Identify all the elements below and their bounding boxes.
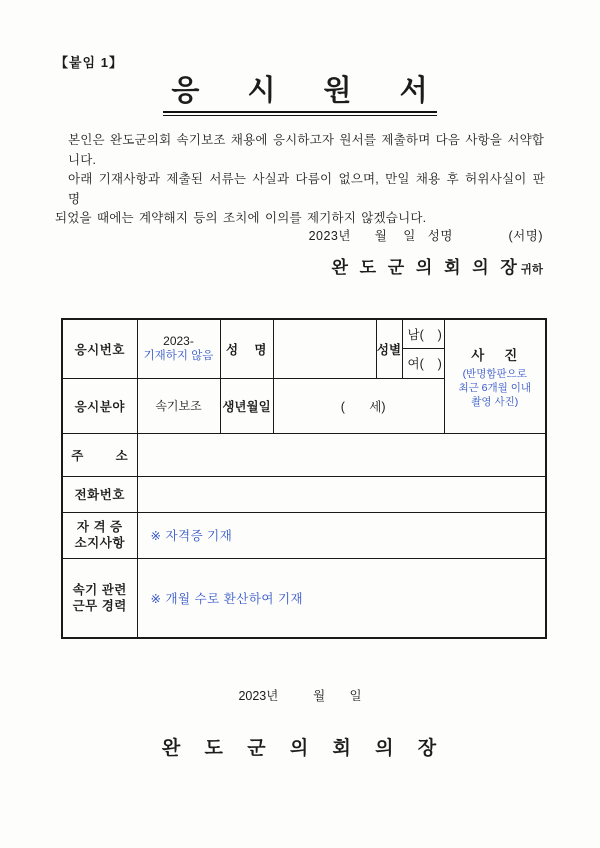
career-note-cell: ※ 개월 수로 환산하여 기재 — [137, 558, 546, 638]
recipient-name: 완 도 군 의 회 의 장 — [331, 258, 519, 277]
title-row — [0, 68, 600, 116]
birth-input-cell: ( 세) — [273, 378, 444, 433]
title-double-underline — [163, 68, 436, 116]
license-label-line: 소지사항 — [74, 536, 125, 550]
sign-date-line: 2023년 월 일 성명 (서명) — [308, 229, 543, 243]
career-label — [62, 558, 137, 638]
page-title: 응 시 원 서 — [163, 68, 436, 113]
apply-field-value: 속기보조 — [137, 378, 220, 433]
pledge-line: 되었을 때에는 계약해지 등의 조치에 이의를 제기하지 않겠습니다. — [55, 211, 427, 225]
footer-date: 2023년 월 일 — [238, 689, 362, 703]
recipient-line — [331, 253, 543, 278]
footer-signature: 완 도 군 의 회 의 장 — [161, 738, 439, 759]
name-label: 성 명 — [220, 319, 273, 378]
apply-field-label: 응시분야 — [62, 378, 137, 433]
pledge-paragraph — [55, 131, 545, 229]
photo-note — [445, 367, 546, 409]
gender-male-cell: 남( ) — [402, 319, 444, 348]
phone-label: 전화번호 — [62, 476, 137, 512]
photo-note-line: 최근 6개월 이내 — [458, 381, 532, 394]
exam-number-value: 2023- — [163, 333, 194, 348]
gender-female-cell: 여( ) — [402, 348, 444, 378]
license-label-line: 자 격 증 — [76, 520, 123, 534]
phone-input-cell — [137, 476, 546, 512]
attachment-label: 【붙임 1】 — [55, 55, 123, 70]
pledge-line: 아래 기재사항과 제출된 서류는 사실과 다름이 없으며, 만일 채용 후 허위사실이 판명 — [68, 172, 545, 206]
birth-label: 생년월일 — [220, 378, 273, 433]
address-label: 주 소 — [62, 433, 137, 476]
gender-label: 성별 — [376, 319, 402, 378]
exam-number-label: 응시번호 — [62, 319, 137, 378]
exam-number-cell — [137, 319, 220, 378]
license-note-cell: ※ 자격증 기재 — [137, 512, 546, 558]
application-table — [61, 318, 547, 639]
license-label — [62, 512, 137, 558]
pledge-line: 본인은 완도군의회 속기보조 채용에 응시하고자 원서를 제출하며 다음 사항을 서약합니다. — [68, 133, 545, 167]
name-input-cell — [273, 319, 376, 378]
photo-note-line: 촬영 사진) — [471, 395, 519, 408]
exam-number-note: 기재하지 않음 — [143, 349, 214, 362]
career-label-line: 속기 관련 — [72, 582, 127, 597]
photo-label: 사 진 — [471, 347, 519, 363]
recipient-honorific: 귀하 — [520, 264, 543, 276]
career-label-line: 근무 경력 — [72, 598, 127, 613]
photo-note-line: (반명함판으로 — [462, 367, 527, 380]
photo-cell — [444, 319, 546, 433]
address-input-cell — [137, 433, 546, 476]
